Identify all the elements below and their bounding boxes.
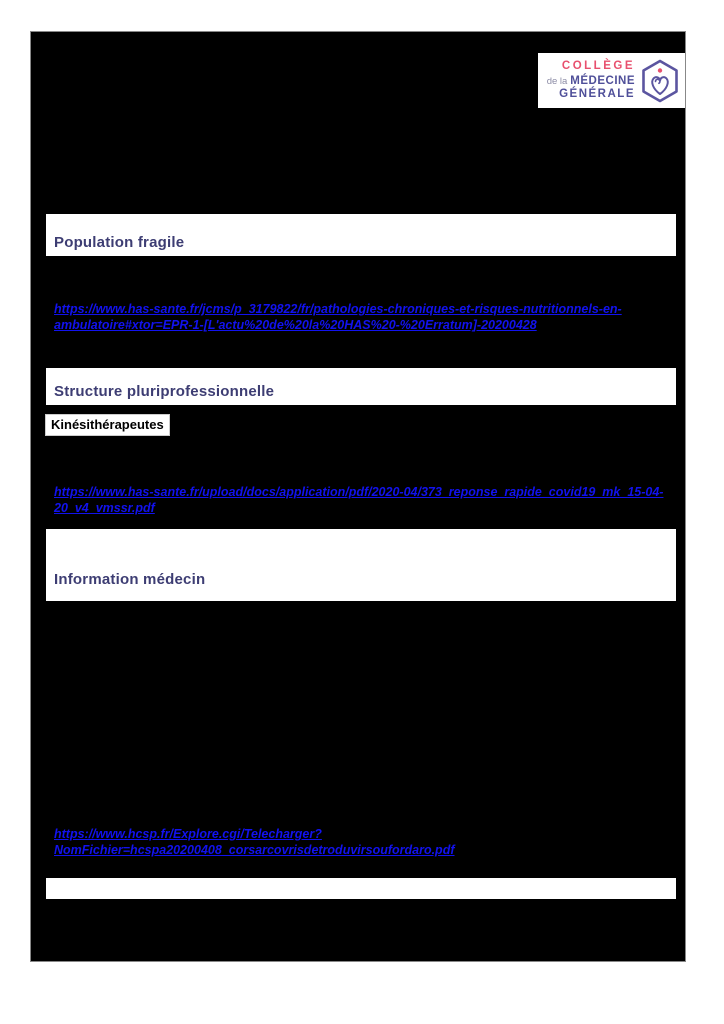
logo-line-college: COLLÈGE [561, 60, 635, 72]
hyperlink-has-reponse-rapide-covid19-mk[interactable] [54, 484, 674, 516]
hyperlink-line[interactable]: 20_v4_vmssr.pdf [54, 501, 155, 515]
section-title: Information médecin [54, 571, 206, 588]
cmg-logo [538, 53, 685, 108]
hyperlink-has-pathologies-chroniques[interactable] [54, 301, 674, 333]
logo-de-la: de la [546, 76, 568, 87]
cmg-logo-text [547, 60, 635, 101]
section-bar-information-medecin [46, 529, 676, 601]
hyperlink-line[interactable]: https://www.hcsp.fr/Explore.cgi/Telecharger?NomFichier=hcspa20200408_corsarcovrisdetroduvirsoufordaro.pdf [54, 827, 455, 857]
section-bar-population-fragile [46, 214, 676, 256]
logo-line-medecine: de la MÉDECINE [546, 75, 635, 87]
cmg-hexagon-icon [640, 59, 680, 103]
hyperlink-line[interactable]: https://www.has-sante.fr/jcms/p_3179822/fr/pathologies-chroniques-et-risques-nutritionnels-en- [54, 302, 622, 316]
logo-line-generale: GÉNÉRALE [559, 88, 635, 100]
section-bar-structure-pluriprofessionnelle [46, 368, 676, 405]
label-kinesitherapeutes: Kinésithérapeutes [45, 414, 170, 436]
hyperlink-line[interactable]: ambulatoire#xtor=EPR-1-[L'actu%20de%20la%20HAS%20-%20Erratum]-20200428 [54, 318, 537, 332]
section-title: Structure pluriprofessionnelle [54, 383, 275, 400]
pdf-black-content-area [30, 31, 686, 962]
section-title: Population fragile [54, 234, 185, 251]
empty-white-bar [46, 878, 676, 899]
hyperlink-hcsp-telecharger[interactable] [54, 826, 674, 858]
hyperlink-line[interactable]: https://www.has-sante.fr/upload/docs/application/pdf/2020-04/373_reponse_rapide_covid19_mk_15-04- [54, 485, 664, 499]
